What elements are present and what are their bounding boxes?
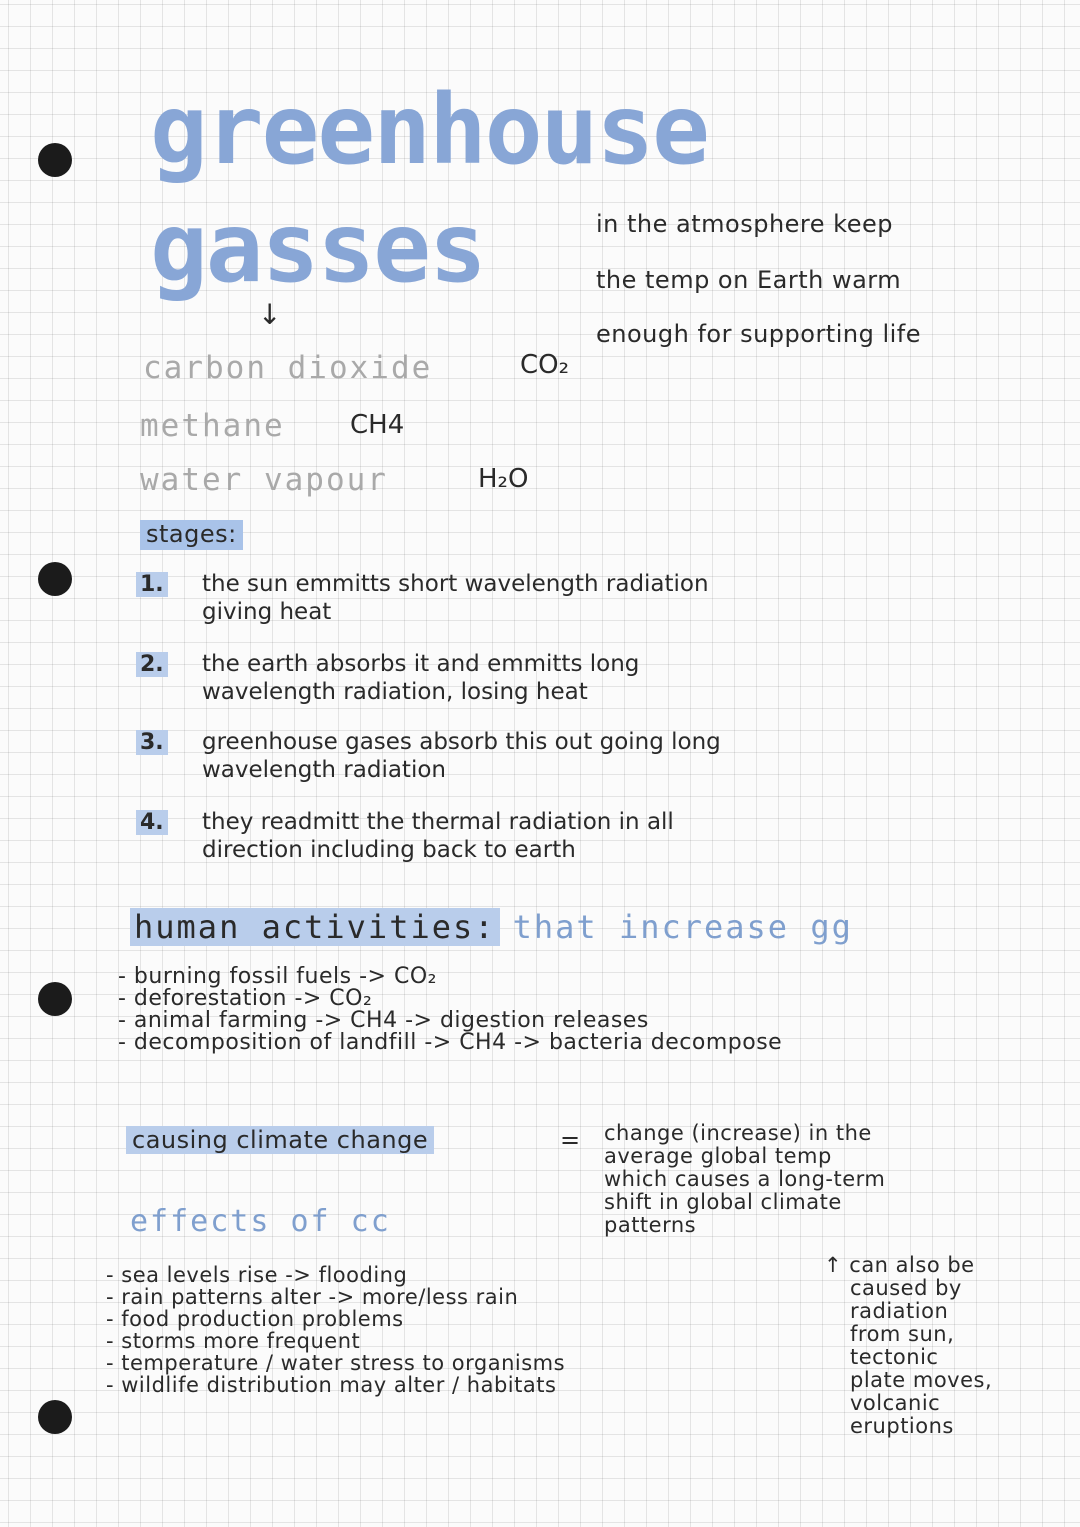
definition-line: change (increase) in the xyxy=(604,1121,872,1145)
side-note xyxy=(824,1254,992,1438)
note-line: caused by xyxy=(850,1276,962,1300)
climate-change-label: causing climate change xyxy=(126,1126,434,1154)
human-activities-label-rest: that increase gg xyxy=(512,908,853,946)
stage-number: 1. xyxy=(136,572,168,597)
note-line: radiation xyxy=(850,1299,949,1323)
stage-line: direction including back to earth xyxy=(202,837,576,863)
intro-line-2: the temp on Earth warm xyxy=(596,266,902,294)
gas-name: water vapour xyxy=(140,462,388,498)
stage-line: wavelength radiation, losing heat xyxy=(202,679,588,705)
list-item: - decomposition of landfill -> CH4 -> bacteria decompose xyxy=(118,1030,783,1055)
gas-formula: CO₂ xyxy=(520,350,570,380)
gas-name: carbon dioxide xyxy=(143,350,433,386)
list-item: - rain patterns alter -> more/less rain xyxy=(106,1285,519,1309)
definition-line: shift in global climate xyxy=(604,1190,842,1214)
stage-number: 2. xyxy=(136,652,168,677)
definition-line: average global temp xyxy=(604,1144,832,1168)
intro-line-3: enough for supporting life xyxy=(596,320,922,348)
human-activities-label: human activities: xyxy=(130,908,500,946)
gas-formula: H₂O xyxy=(478,464,529,494)
stages-heading: stages: xyxy=(140,520,243,550)
stage-line: giving heat xyxy=(202,599,332,625)
definition-line: patterns xyxy=(604,1213,697,1237)
binder-hole xyxy=(38,1400,72,1434)
equals-sign: = xyxy=(560,1126,581,1154)
gas-formula: CH4 xyxy=(350,410,405,440)
list-item: - wildlife distribution may alter / habitats xyxy=(106,1373,557,1397)
title-greenhouse: greenhouse xyxy=(150,74,708,186)
list-item: - food production problems xyxy=(106,1307,404,1331)
stage-line: they readmitt the thermal radiation in all xyxy=(202,809,674,835)
note-line: plate moves, xyxy=(850,1368,993,1392)
list-item: - deforestation -> CO₂ xyxy=(118,986,373,1011)
intro-line-1: in the atmosphere keep xyxy=(596,210,893,238)
binder-hole xyxy=(38,982,72,1016)
stage-number: 4. xyxy=(136,810,168,835)
note-line: ↑ can also be xyxy=(824,1253,975,1277)
list-item: - burning fossil fuels -> CO₂ xyxy=(118,964,437,989)
stage-line: the sun emmitts short wavelength radiation xyxy=(202,571,709,597)
gas-name: methane xyxy=(140,408,285,444)
stage-line: the earth absorbs it and emmitts long xyxy=(202,651,640,677)
stage-line: wavelength radiation xyxy=(202,757,446,783)
definition-line: which causes a long-term xyxy=(604,1167,886,1191)
stage-number: 3. xyxy=(136,730,168,755)
note-line: tectonic xyxy=(850,1345,939,1369)
human-activities-list xyxy=(118,966,782,1054)
list-item: - storms more frequent xyxy=(106,1329,361,1353)
effects-heading: effects of cc xyxy=(130,1204,391,1239)
binder-hole xyxy=(38,143,72,177)
list-item: - animal farming -> CH4 -> digestion releases xyxy=(118,1008,649,1033)
binder-hole xyxy=(38,562,72,596)
list-item: - temperature / water stress to organisms xyxy=(106,1351,566,1375)
note-line: volcanic xyxy=(850,1391,941,1415)
note-line: eruptions xyxy=(850,1414,954,1438)
effects-list xyxy=(106,1264,565,1396)
human-activities-heading xyxy=(130,908,853,946)
stage-line: greenhouse gases absorb this out going long xyxy=(202,729,721,755)
climate-definition xyxy=(604,1122,885,1237)
arrow-down-icon: ↓ xyxy=(258,298,282,331)
note-line: from sun, xyxy=(850,1322,955,1346)
list-item: - sea levels rise -> flooding xyxy=(106,1263,408,1287)
title-gasses: gasses xyxy=(150,192,485,304)
